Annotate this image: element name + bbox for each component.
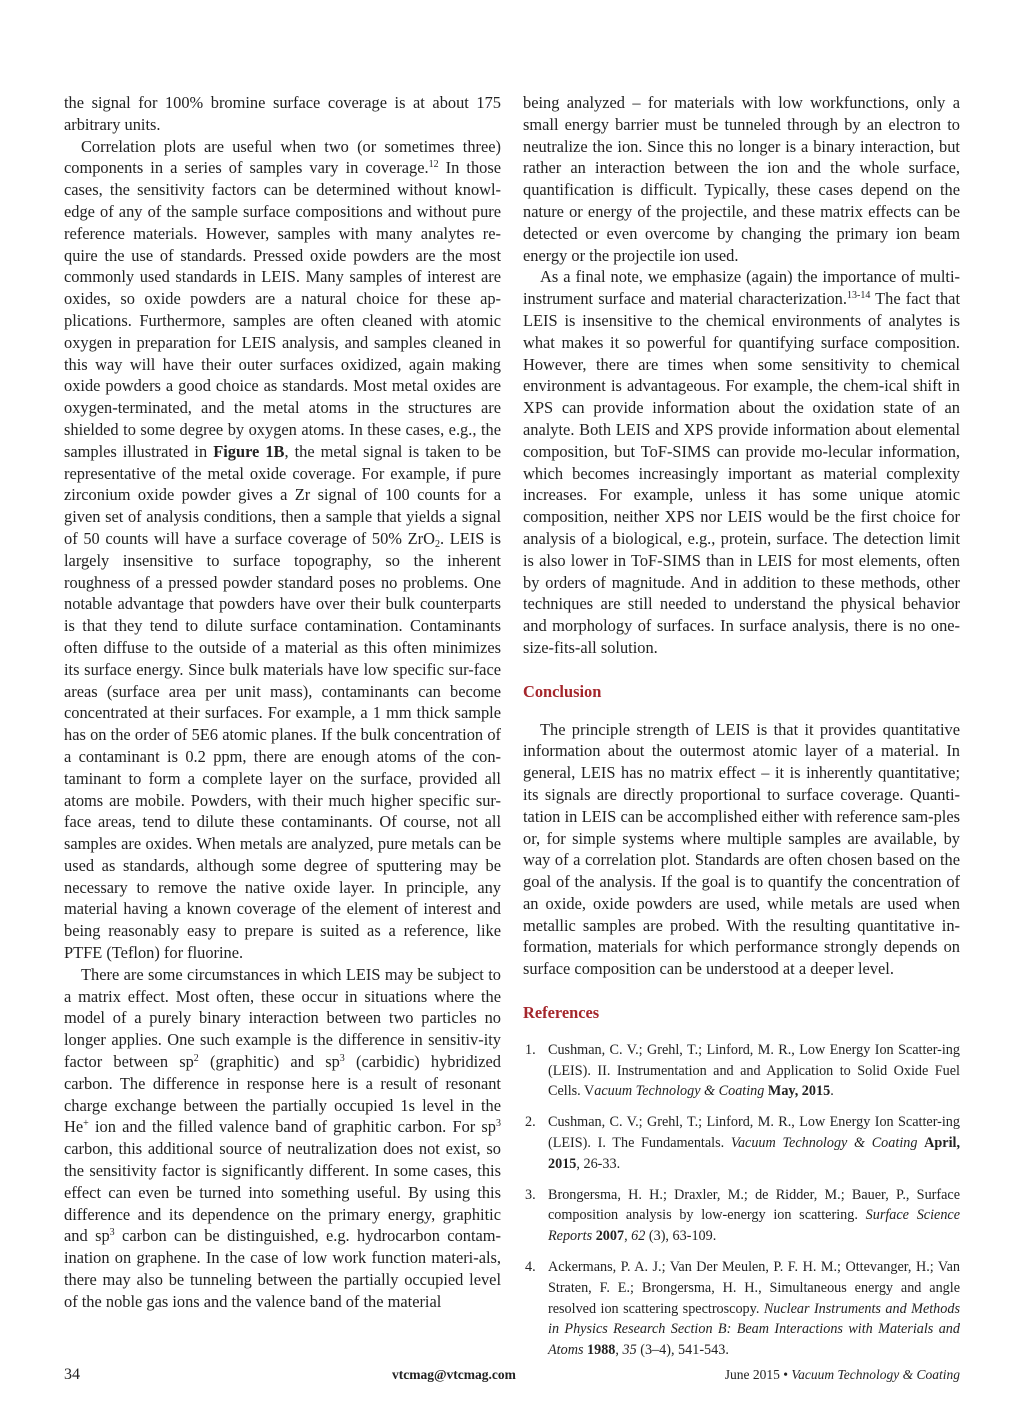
issue-date: June 2015	[724, 1367, 780, 1382]
citation-superscript: 13-14	[846, 290, 871, 302]
reference-item: 3. Brongersma, H. H.; Draxler, M.; de Ridder, M.; Bauer, P., Surface composition analysis by low-energy ion scattering. Surface Science Reports 2007, 62 (3), 63-109.	[525, 1186, 961, 1245]
bullet-separator: •	[783, 1367, 788, 1382]
paragraph-text: (carbidic) hybridized carbon. The difference in response here is a result of resonant charge exchange between the partially occupied 1s level in the He	[64, 1052, 501, 1137]
conclusion-paragraph	[523, 719, 960, 981]
paragraph-text: being analyzed – for materials with low workfunctions, only a small energy barrier must be tunneled through by an electron to neutralize the ion. Since this no longer is a binary interaction, but rather an interaction between the ion and the whole surface, quantification is difficult. Typically, these cases depend on the nature or energy of the projectile, and these matrix effects can be detected or even overcome by changing the primary ion beam energy or the projectile ion used.	[523, 93, 960, 265]
paragraph-text: . LEIS is largely insensitive to surface topography, so the inherent roughness of a pressed powder standard poses no problems. One notable advantage that powders have over their bulk counterparts is that they tend to dilute surface contamination. Contaminants often diffuse to the outside of a material as this often minimizes its surface energy. Since bulk materials have low specific sur-face areas (surface area per unit mass), contaminants can become concentrated at their surfaces. For example, a 1 mm thick sample has on the order of 5E6 atomic planes. If the bulk concentration of a contaminant is 0.2 ppm, there are enough atoms of the con-taminant to form a complete layer on the surface, provided all atoms are mobile. Powders, with their much higher specific sur-face areas, tend to dilute these contaminants. Of course, not all samples are oxides. When metals are analyzed, pure metals can be used as standards, although some degree of sputtering may be necessary to remove the native oxide layer. In principle, any material having a known coverage of the element of interest and being reasonably easy to prepare is suited as a reference, like PTFE (Teflon) for fluorine.	[64, 528, 501, 963]
page-number: 34	[64, 1366, 80, 1383]
right-column	[523, 92, 960, 1371]
paragraph	[523, 92, 960, 266]
reference-number: 4.	[525, 1259, 536, 1276]
paragraph-text: , the metal signal is taken to be representative of the metal oxide coverage. For example, if pure zirconium oxide powder gives a Zr signal of 100 counts for a given set of analysis conditions, then a sample that yields a signal of 50 counts will have a surface coverage of 50% ZrO	[64, 441, 501, 548]
reference-authors: Cushman, C. V.; Grehl, T.; Linford, M. R., Low Energy Ion Scatter-ing (LEIS). I. The Fundamentals.	[548, 1114, 960, 1152]
reference-tail: , 26-33.	[576, 1155, 621, 1172]
reference-tail: (3–4), 541-543.	[636, 1342, 729, 1359]
paragraph	[64, 136, 501, 964]
reference-list	[523, 1040, 960, 1361]
footer-issue-info	[725, 1367, 960, 1383]
paragraph	[64, 964, 501, 1313]
page-footer	[64, 1366, 960, 1388]
paragraph-text: The principle strength of LEIS is that it provides quantitative information about the outermost atomic layer of a material. In general, LEIS has no matrix effect – it is inherently quantitative; its signals are directly proportional to surface coverage. Quanti-tation in LEIS can be accomplished either with reference sam-ples or, for simple systems where multiple samples are available, by way of a correlation plot. Standards are often chosen based on the goal of the analysis. If the goal is to quantify the concentration of an oxide, oxide powders are used, while metals are used when metallic samples are probed. With the resulting quantitative in-formation, materials for which performance strongly depends on surface composition can be understood at a deeper level.	[523, 719, 960, 979]
reference-date: May, 2015	[767, 1083, 831, 1100]
paragraph-text: carbon, this additional source of neutralization does not exist, so the sensitivity factor is significantly different. In some cases, this effect can even be turned into something useful. By using this difference and its dependence on the primary energy, graphitic and sp	[64, 1139, 501, 1246]
reference-authors: Ackermans, P. A. J.; Van Der Meulen, P. F. H. M.; Ottevanger, H.; Van Straten, F. E.; Brongersma, H. H., Simultaneous energy and angle resolved ion scattering spectroscopy.	[548, 1259, 960, 1317]
reference-tail: (3), 63-109.	[645, 1228, 717, 1245]
reference-volume: 62	[631, 1228, 646, 1245]
paragraph	[64, 92, 501, 136]
reference-item: 4. Ackermans, P. A. J.; Van Der Meulen, P. F. H. M.; Ottevanger, H.; Van Straten, F. E.; Brongersma, H. H., Simultaneous energy and angle resolved ion scattering spectroscopy. Nuclear Instruments and Methods in Physics Research Section B: Beam Interactions with Materials and Atoms 1988, 35 (3–4), 541-543.	[525, 1259, 960, 1359]
reference-number: 1.	[525, 1041, 536, 1058]
reference-number: 3.	[525, 1186, 536, 1203]
reference-journal: Nuclear Instruments and Methods in Physics Research Section B: Beam Interactions with Materials and Atoms	[548, 1300, 960, 1359]
reference-journal: acuum Technology & Coating	[594, 1083, 765, 1100]
reference-journal: Vacuum Technology & Coating	[730, 1135, 918, 1152]
superscript: 3	[109, 1227, 115, 1239]
superscript: 3	[339, 1053, 345, 1065]
reference-date: April, 2015	[548, 1135, 961, 1172]
reference-authors: Brongersma, H. H.; Draxler, M.; de Ridder, M.; Bauer, P., Surface composition analysis by low-energy ion scattering.	[548, 1186, 960, 1224]
paragraph-text: the signal for 100% bromine surface coverage is at about 175 arbitrary units.	[64, 93, 501, 134]
paragraph-text: The fact that LEIS is insensitive to the chemical environments of analytes is what makes it so powerful for quantifying surface composition. However, there are times when some sensitivity to chemical environment is advantageous. For example, the chem-ical shift in XPS can provide information about the oxidation state of an analyte. Both LEIS and XPS provide information about elemental composition, but ToF-SIMS can provide mo-lecular information, which becomes increasingly important as material complexity increases. For example, unless it has some unique atomic composition, neither XPS nor LEIS would be the first choice for analysis of a biological, e.g., protein, surface. The detection limit is also lower in ToF-SIMS than in LEIS for most elements, often by orders of magnitude. And in addition to these methods, other techniques are still needed to understand the physical behavior and morphology of surfaces. In surface analysis, there is no one-size-fits-all solution.	[523, 289, 960, 657]
reference-number: 2.	[525, 1114, 536, 1131]
citation-superscript: 12	[428, 159, 439, 171]
magazine-name: Vacuum Technology & Coating	[791, 1367, 960, 1382]
figure-reference: Figure 1B	[213, 441, 285, 461]
subscript: 2	[434, 538, 440, 550]
reference-authors: Cushman, C. V.; Grehl, T.; Linford, M. R., Low Energy Ion Scatter-ing (LEIS). II. Instrumentation and and Application to Solid Oxide Fuel Cells. V	[548, 1041, 960, 1100]
paragraph-text: (graphitic) and sp	[198, 1052, 340, 1072]
left-column	[64, 92, 501, 1313]
paragraph	[523, 266, 960, 658]
paragraph-text: There are some circumstances in which LEIS may be subject to a matrix effect. Most often, these occur in situations where the model of a purely binary interaction between two particles no longer applies. One such example is the difference in sensitiv-ity factor between sp	[64, 964, 501, 1072]
paragraph-text: As a final note, we emphasize (again) the importance of multi-instrument surface and material characterization.	[523, 267, 960, 309]
reference-item	[523, 1040, 960, 1102]
reference-date: 1988	[587, 1342, 616, 1359]
paragraph-text: ion and the filled valence band of graphitic carbon. For sp	[88, 1117, 496, 1137]
paragraph-text: In those cases, the sensitivity factors can be determined without knowl-edge of any of the sample surface compositions and without pure reference materials. However, samples with many analytes re-quire the use of standards. Pressed oxide powders are the most commonly used standards in LEIS. Many samples of interest are oxides, so oxide powders are a natural choice for these ap-plications. Furthermore, samples are often cleaned with atomic oxygen in preparation for LEIS analysis, and samples cleaned in this way will have their outer surfaces oxidized, again making oxide powders a good choice as standards. Most metal oxides are oxygen-terminated, and the metal atoms in the structures are shielded to some degree by oxygen atoms. In these cases, e.g., the samples illustrated in	[64, 158, 502, 461]
superscript: +	[83, 1118, 89, 1130]
reference-tail: .	[830, 1083, 834, 1100]
reference-date: 2007	[595, 1228, 625, 1245]
reference-volume: 35	[622, 1342, 637, 1359]
paragraph-text: carbon can be distinguished, e.g. hydrocarbon contam-ination on graphene. In the case of low work function materi-als, there may also be tunneling between the partially occupied level of the noble gas ions and the valence band of the material	[64, 1226, 501, 1311]
superscript: 2	[193, 1053, 199, 1065]
reference-journal: Surface Science Reports	[548, 1207, 961, 1245]
superscript: 3	[496, 1118, 501, 1130]
conclusion-heading: Conclusion	[523, 681, 602, 701]
references-heading: References	[523, 1003, 600, 1023]
paragraph-text: Correlation plots are useful when two (or sometimes three) components in a series of samples vary in coverage.	[64, 136, 501, 178]
reference-item	[523, 1112, 960, 1174]
footer-email-link[interactable]: vtcmag@vtcmag.com	[392, 1367, 516, 1382]
